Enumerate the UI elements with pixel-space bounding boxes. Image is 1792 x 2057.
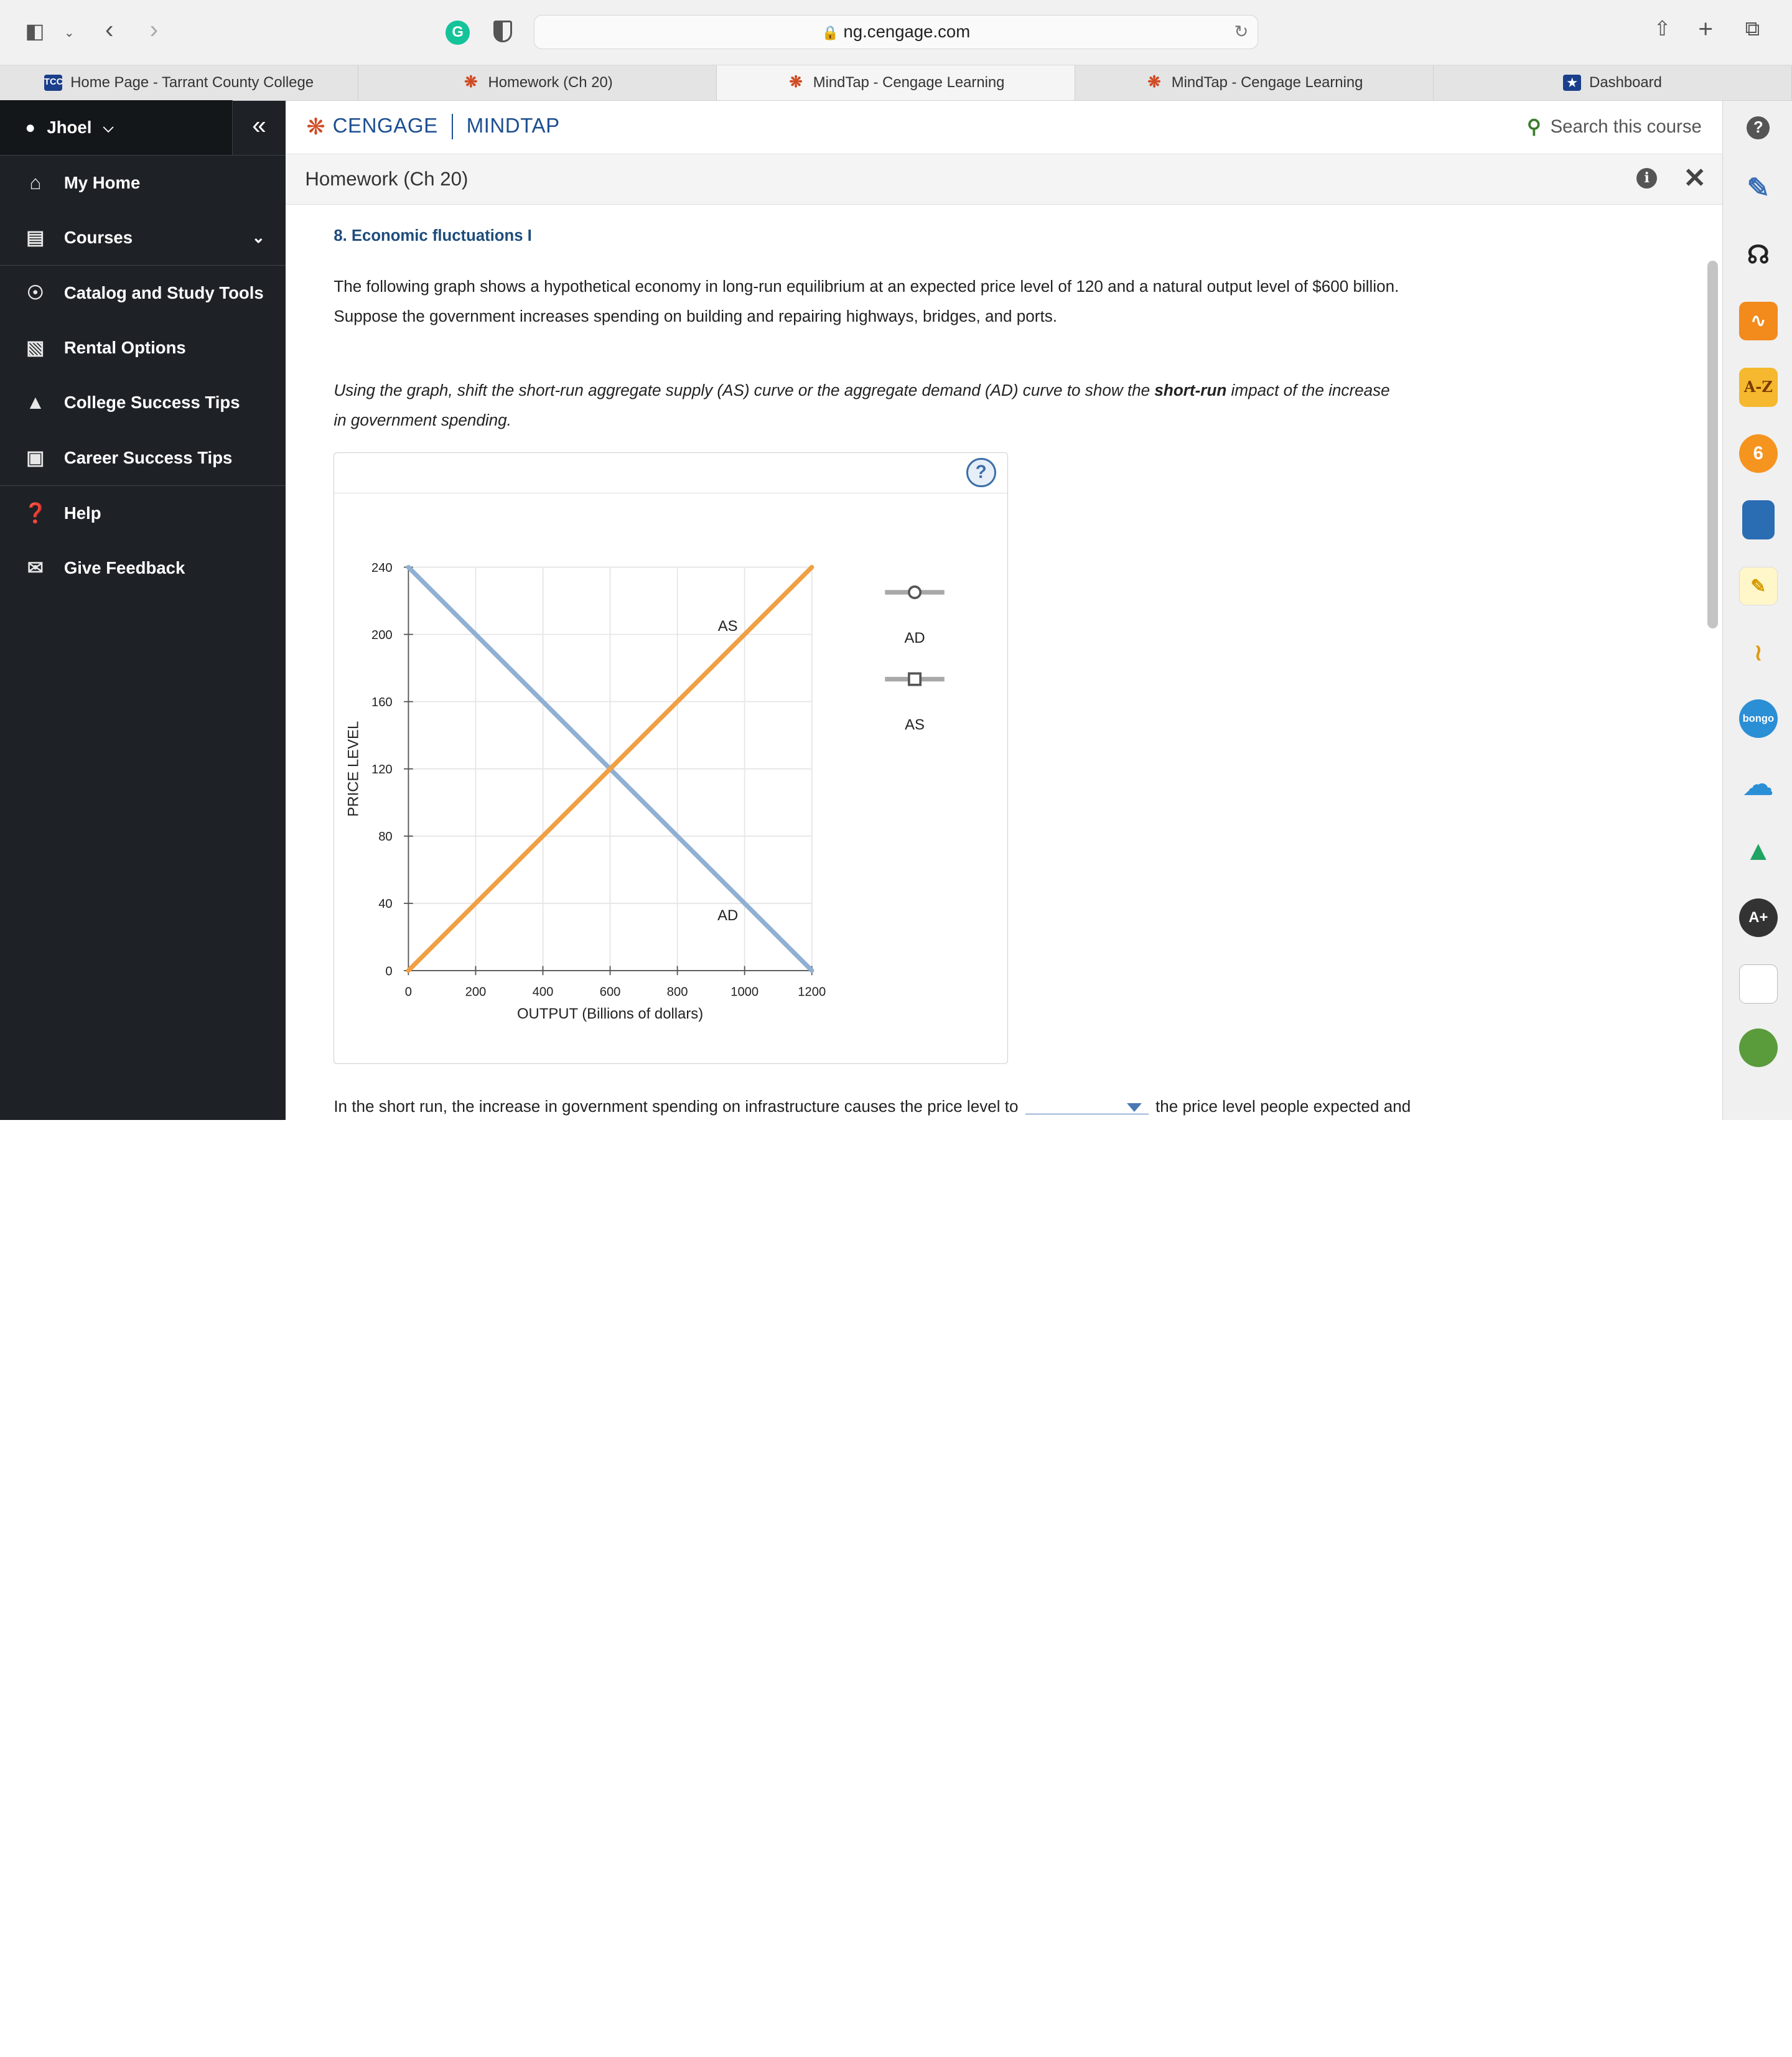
forward-icon[interactable]: › [149,15,159,44]
question-intro [334,272,1477,332]
share-icon[interactable]: ⇧ [1653,17,1671,41]
tab-label: MindTap - Cengage Learning [813,73,1005,91]
sidebar-item-label: Give Feedback [63,557,185,577]
legend-marker-square [909,674,920,685]
tab-mindtap-active[interactable] [717,65,1075,100]
x-tick-label: 400 [532,985,554,999]
cengage-logo-icon: ❋ [306,113,326,139]
address-bar[interactable] [534,15,1258,49]
x-tick-label: 200 [465,985,487,999]
sidebar-item-label: Rental Options [63,338,186,358]
user-row [0,101,286,156]
sidebar-item-help[interactable] [0,486,286,541]
compass-icon: ☉ [26,282,44,304]
user-name: Jhoel [47,118,92,138]
feedback-icon: ✉ [27,556,44,579]
x-axis-label: OUTPUT (Billions of dollars) [517,1005,704,1023]
search-placeholder: Search this course [1550,116,1702,137]
tcc-favicon: TCC [44,75,62,91]
scrollbar[interactable] [1707,261,1718,628]
question-title: 8. Economic fluctuations I [334,227,532,245]
tab-tcc-home[interactable] [0,65,358,100]
search-icon: ⚲ [1527,115,1541,138]
instruction-text: Using the graph, shift the short-run aggregate supply (AS) curve or the aggregate demand (AD) curve to show the [334,381,1155,400]
user-menu-button[interactable] [0,100,232,155]
activity-title: Homework (Ch 20) [305,167,469,190]
sidebar-item-catalog[interactable] [0,266,286,320]
chevron-down-icon: ⌄ [251,229,266,247]
y-tick-label: 0 [385,964,393,979]
browser-toolbar [0,0,1792,65]
tab-label: MindTap - Cengage Learning [1171,73,1363,91]
instruction-text: impact of the increase [1226,381,1390,400]
brand-left: CENGAGE [332,114,438,138]
sidebar-item-college-tips[interactable] [0,375,286,430]
y-tick-label: 40 [378,897,393,912]
instruction-line-1 [334,376,1477,406]
speech-icon[interactable]: ≀ [1753,639,1763,665]
sidebar-item-courses[interactable] [0,210,286,265]
graph-toolbar [334,453,1007,493]
intro-line-1: The following graph shows a hypothetical economy in long-run equilibrium at an expected price level of 120 and a natural output level of $600 billion. [334,277,1399,296]
grammarly-icon[interactable]: G [446,21,470,45]
x-tick-label: 1000 [730,985,759,999]
logo-divider [452,114,453,139]
notify-icon[interactable]: 6 [1739,434,1778,473]
ad-as-chart[interactable] [334,494,1006,1062]
instruction-line-2: in government spending. [334,411,511,430]
app-header [286,101,1722,154]
answer-text-pre: In the short run, the increase in government spending on infrastructure causes the price level to [334,1097,1019,1116]
sidebar-toggle-icon[interactable]: ◧ [25,20,45,44]
y-axis-label: PRICE LEVEL [345,721,362,818]
y-tick-label: 240 [371,561,393,576]
book-icon[interactable] [1742,500,1774,539]
curve-label-as: AS [718,618,738,635]
avatar-icon[interactable] [1739,1028,1778,1067]
reload-icon[interactable]: ↻ [1234,21,1249,41]
sidebar-item-career-tips[interactable] [0,431,286,485]
brand-right: MINDTAP [466,114,560,138]
y-tick-label: 120 [371,763,393,777]
answer-text-post: the price level people expected and [1155,1097,1411,1116]
cloud-icon[interactable]: ☁ [1743,768,1773,801]
tab-overview-icon[interactable]: ⧉ [1745,17,1760,41]
rss-icon[interactable]: ∿ [1739,302,1778,340]
question-instructions [334,376,1477,436]
help-icon: ❓ [23,502,48,525]
book-icon: ▤ [26,226,45,249]
back-icon[interactable]: ‹ [105,15,114,44]
home-icon: ⌂ [29,171,42,194]
sidebar-item-label: Career Success Tips [63,447,233,467]
graduation-cap-icon: ▲ [26,391,45,414]
close-icon[interactable]: ✕ [1683,162,1707,194]
sidebar-item-my-home[interactable] [0,156,286,210]
aplus-icon[interactable]: A+ [1739,898,1778,937]
star-favicon: ★ [1563,75,1581,91]
price-level-dropdown[interactable] [1025,1098,1149,1114]
user-icon: ● [25,118,36,138]
y-tick-label: 200 [371,628,393,643]
tab-label: Homework (Ch 20) [488,73,613,91]
lock-icon: 🔒 [821,24,839,40]
question-content [286,205,1707,1120]
legend-label: AS [905,716,925,734]
drive-icon[interactable]: ▲ [1745,836,1772,867]
answer-sentence [334,1097,1411,1116]
sidebar-item-label: Help [63,503,101,523]
legend-label: AD [904,630,925,647]
tab-mindtap[interactable] [1075,65,1434,100]
graph-help-icon[interactable]: ? [966,458,996,488]
x-tick-label: 0 [405,985,413,999]
sidebar-item-label: Courses [63,228,133,248]
y-tick-label: 160 [371,696,393,710]
a-z-icon[interactable]: A-Z [1739,368,1778,406]
sidebar-item-feedback[interactable] [0,541,286,595]
sidebar [0,101,286,1120]
activity-header [286,154,1722,205]
sidebar-item-label: College Success Tips [63,393,240,413]
new-tab-icon[interactable]: + [1698,14,1713,43]
graph-tool [334,452,1008,1064]
course-search[interactable] [1527,116,1702,138]
tab-label: Dashboard [1589,73,1662,91]
url-text: ng.cengage.com [843,21,971,41]
info-icon[interactable]: i [1636,168,1657,189]
instruction-bold: short-run [1154,381,1227,400]
collapse-sidebar-button[interactable] [232,100,286,155]
intro-line-2: Suppose the government increases spending on building and repairing highways, bridges, and ports. [334,306,1057,325]
curve-label-ad: AD [717,907,739,925]
x-tick-label: 600 [600,985,621,999]
notebook-icon[interactable] [1739,964,1778,1003]
chevron-down-icon[interactable]: ⌄ [63,26,75,40]
sidebar-item-rental[interactable] [0,320,286,375]
x-tick-label: 1200 [798,985,826,999]
tab-label: Home Page - Tarrant County College [70,73,314,91]
tab-dashboard[interactable] [1434,65,1792,100]
x-tick-label: 800 [667,985,688,999]
help-icon[interactable]: ? [1747,116,1770,139]
headphones-icon[interactable]: ☊ [1747,240,1770,269]
privacy-shield-icon[interactable] [493,21,511,42]
double-chevron-left-icon: « [252,111,266,140]
chevron-down-icon: ⌵ [103,119,114,136]
y-tick-label: 80 [378,830,393,844]
sidebar-item-label: My Home [63,172,141,192]
briefcase-icon: ▣ [26,446,45,469]
cengage-mindtap-logo[interactable] [306,113,559,140]
tab-homework[interactable] [358,65,717,100]
legend-marker-circle [909,587,920,598]
cengage-favicon: ❋ [1147,73,1161,91]
app-rail [1722,101,1792,1120]
pencil-icon[interactable]: ✎ [1747,172,1770,203]
open-book-icon: ▧ [26,337,45,359]
notes-icon[interactable]: ✎ [1739,567,1778,605]
cengage-favicon: ❋ [464,73,478,91]
bongo-icon[interactable]: bongo [1739,699,1778,738]
tab-bar [0,65,1792,101]
cengage-favicon: ❋ [789,73,803,91]
sidebar-item-label: Catalog and Study Tools [63,283,264,303]
